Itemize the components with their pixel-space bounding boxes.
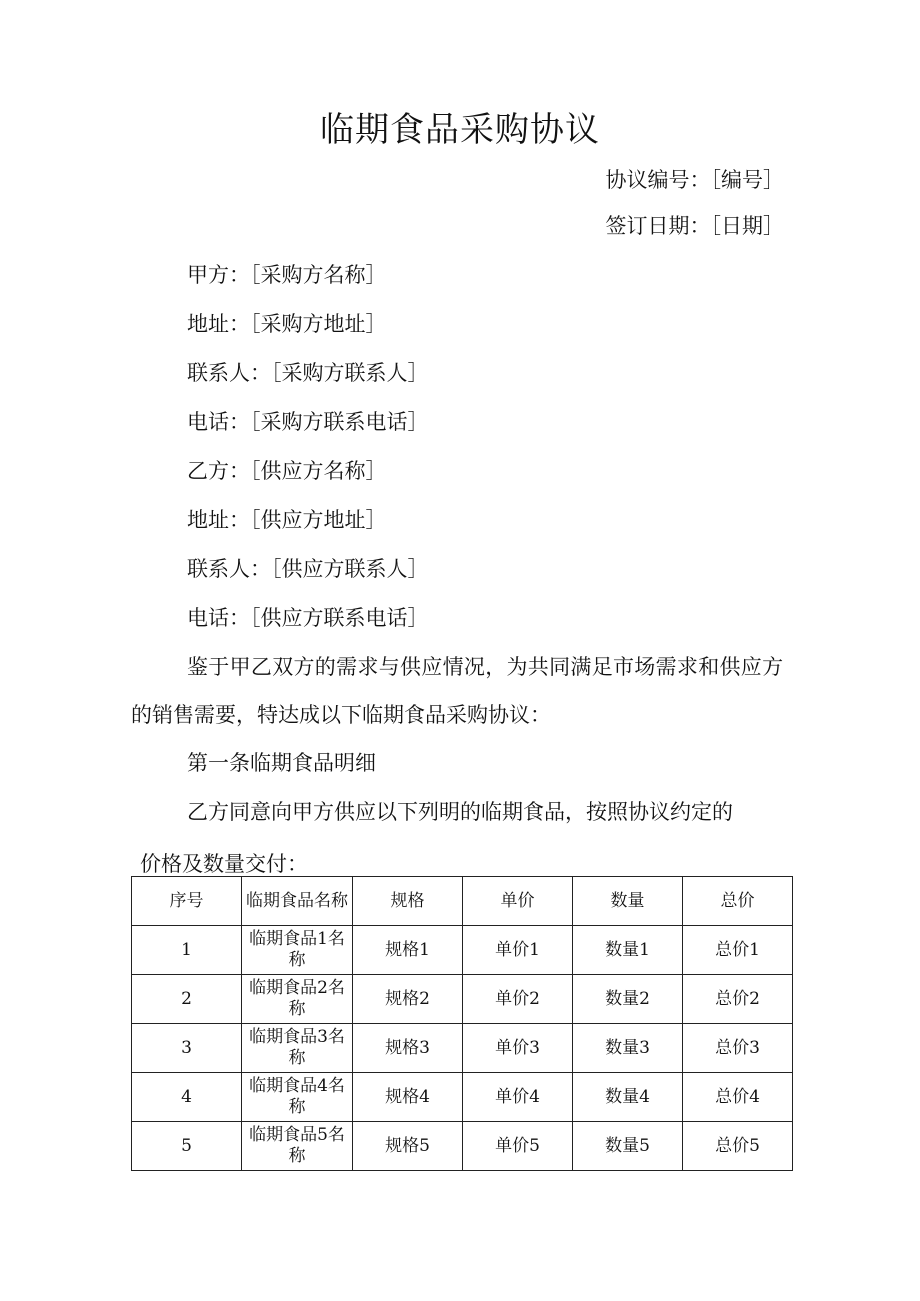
intro-paragraph-line-2: 的销售需要，特达成以下临期食品采购协议： xyxy=(131,703,551,727)
cell-total-price: 总价5 xyxy=(683,1122,793,1171)
cell-index: 4 xyxy=(132,1073,242,1122)
cell-food-name: 临期食品1名称 xyxy=(242,926,353,975)
party-a-name: 甲方：［采购方名称］ xyxy=(187,263,387,287)
party-a-contact: 联系人：［采购方联系人］ xyxy=(187,361,429,385)
cell-quantity: 数量4 xyxy=(573,1073,683,1122)
cell-index: 2 xyxy=(132,975,242,1024)
cell-total-price: 总价1 xyxy=(683,926,793,975)
intro-paragraph-line-1: 鉴于甲乙双方的需求与供应情况，为共同满足市场需求和供应方 xyxy=(187,655,784,679)
cell-total-price: 总价3 xyxy=(683,1024,793,1073)
cell-index: 5 xyxy=(132,1122,242,1171)
header-food-name: 临期食品名称 xyxy=(242,877,353,926)
party-b-name: 乙方：［供应方名称］ xyxy=(187,459,387,483)
cell-food-name: 临期食品2名称 xyxy=(242,975,353,1024)
cell-quantity: 数量2 xyxy=(573,975,683,1024)
article-1-text-line-1: 乙方同意向甲方供应以下列明的临期食品，按照协议约定的 xyxy=(187,800,733,824)
cell-quantity: 数量1 xyxy=(573,926,683,975)
table-row xyxy=(132,1073,793,1122)
document-title: 临期食品采购协议 xyxy=(320,110,600,150)
cell-spec: 规格2 xyxy=(353,975,463,1024)
table-row xyxy=(132,1024,793,1073)
signing-date: 签订日期：［日期］ xyxy=(605,214,784,238)
cell-unit-price: 单价1 xyxy=(463,926,573,975)
table-row xyxy=(132,1122,793,1171)
cell-index: 1 xyxy=(132,926,242,975)
article-1-text-line-2: 价格及数量交付： xyxy=(140,852,308,876)
header-unit-price: 单价 xyxy=(463,877,573,926)
cell-food-name: 临期食品4名称 xyxy=(242,1073,353,1122)
cell-food-name: 临期食品5名称 xyxy=(242,1122,353,1171)
article-1-heading: 第一条临期食品明细 xyxy=(187,751,376,775)
party-a-phone: 电话：［采购方联系电话］ xyxy=(187,410,429,434)
cell-unit-price: 单价3 xyxy=(463,1024,573,1073)
cell-unit-price: 单价5 xyxy=(463,1122,573,1171)
table-header-row xyxy=(132,877,793,926)
cell-total-price: 总价2 xyxy=(683,975,793,1024)
table-row xyxy=(132,975,793,1024)
cell-index: 3 xyxy=(132,1024,242,1073)
header-spec: 规格 xyxy=(353,877,463,926)
party-b-contact: 联系人：［供应方联系人］ xyxy=(187,557,429,581)
table-row xyxy=(132,926,793,975)
party-a-address: 地址：［采购方地址］ xyxy=(187,312,387,336)
party-b-address: 地址：［供应方地址］ xyxy=(187,508,387,532)
party-b-phone: 电话：［供应方联系电话］ xyxy=(187,606,429,630)
cell-spec: 规格3 xyxy=(353,1024,463,1073)
goods-table xyxy=(131,876,793,1171)
cell-food-name: 临期食品3名称 xyxy=(242,1024,353,1073)
header-total-price: 总价 xyxy=(683,877,793,926)
cell-unit-price: 单价2 xyxy=(463,975,573,1024)
cell-unit-price: 单价4 xyxy=(463,1073,573,1122)
header-quantity: 数量 xyxy=(573,877,683,926)
cell-total-price: 总价4 xyxy=(683,1073,793,1122)
cell-quantity: 数量5 xyxy=(573,1122,683,1171)
cell-spec: 规格1 xyxy=(353,926,463,975)
cell-quantity: 数量3 xyxy=(573,1024,683,1073)
cell-spec: 规格5 xyxy=(353,1122,463,1171)
cell-spec: 规格4 xyxy=(353,1073,463,1122)
agreement-number: 协议编号：［编号］ xyxy=(605,168,784,192)
header-index: 序号 xyxy=(132,877,242,926)
